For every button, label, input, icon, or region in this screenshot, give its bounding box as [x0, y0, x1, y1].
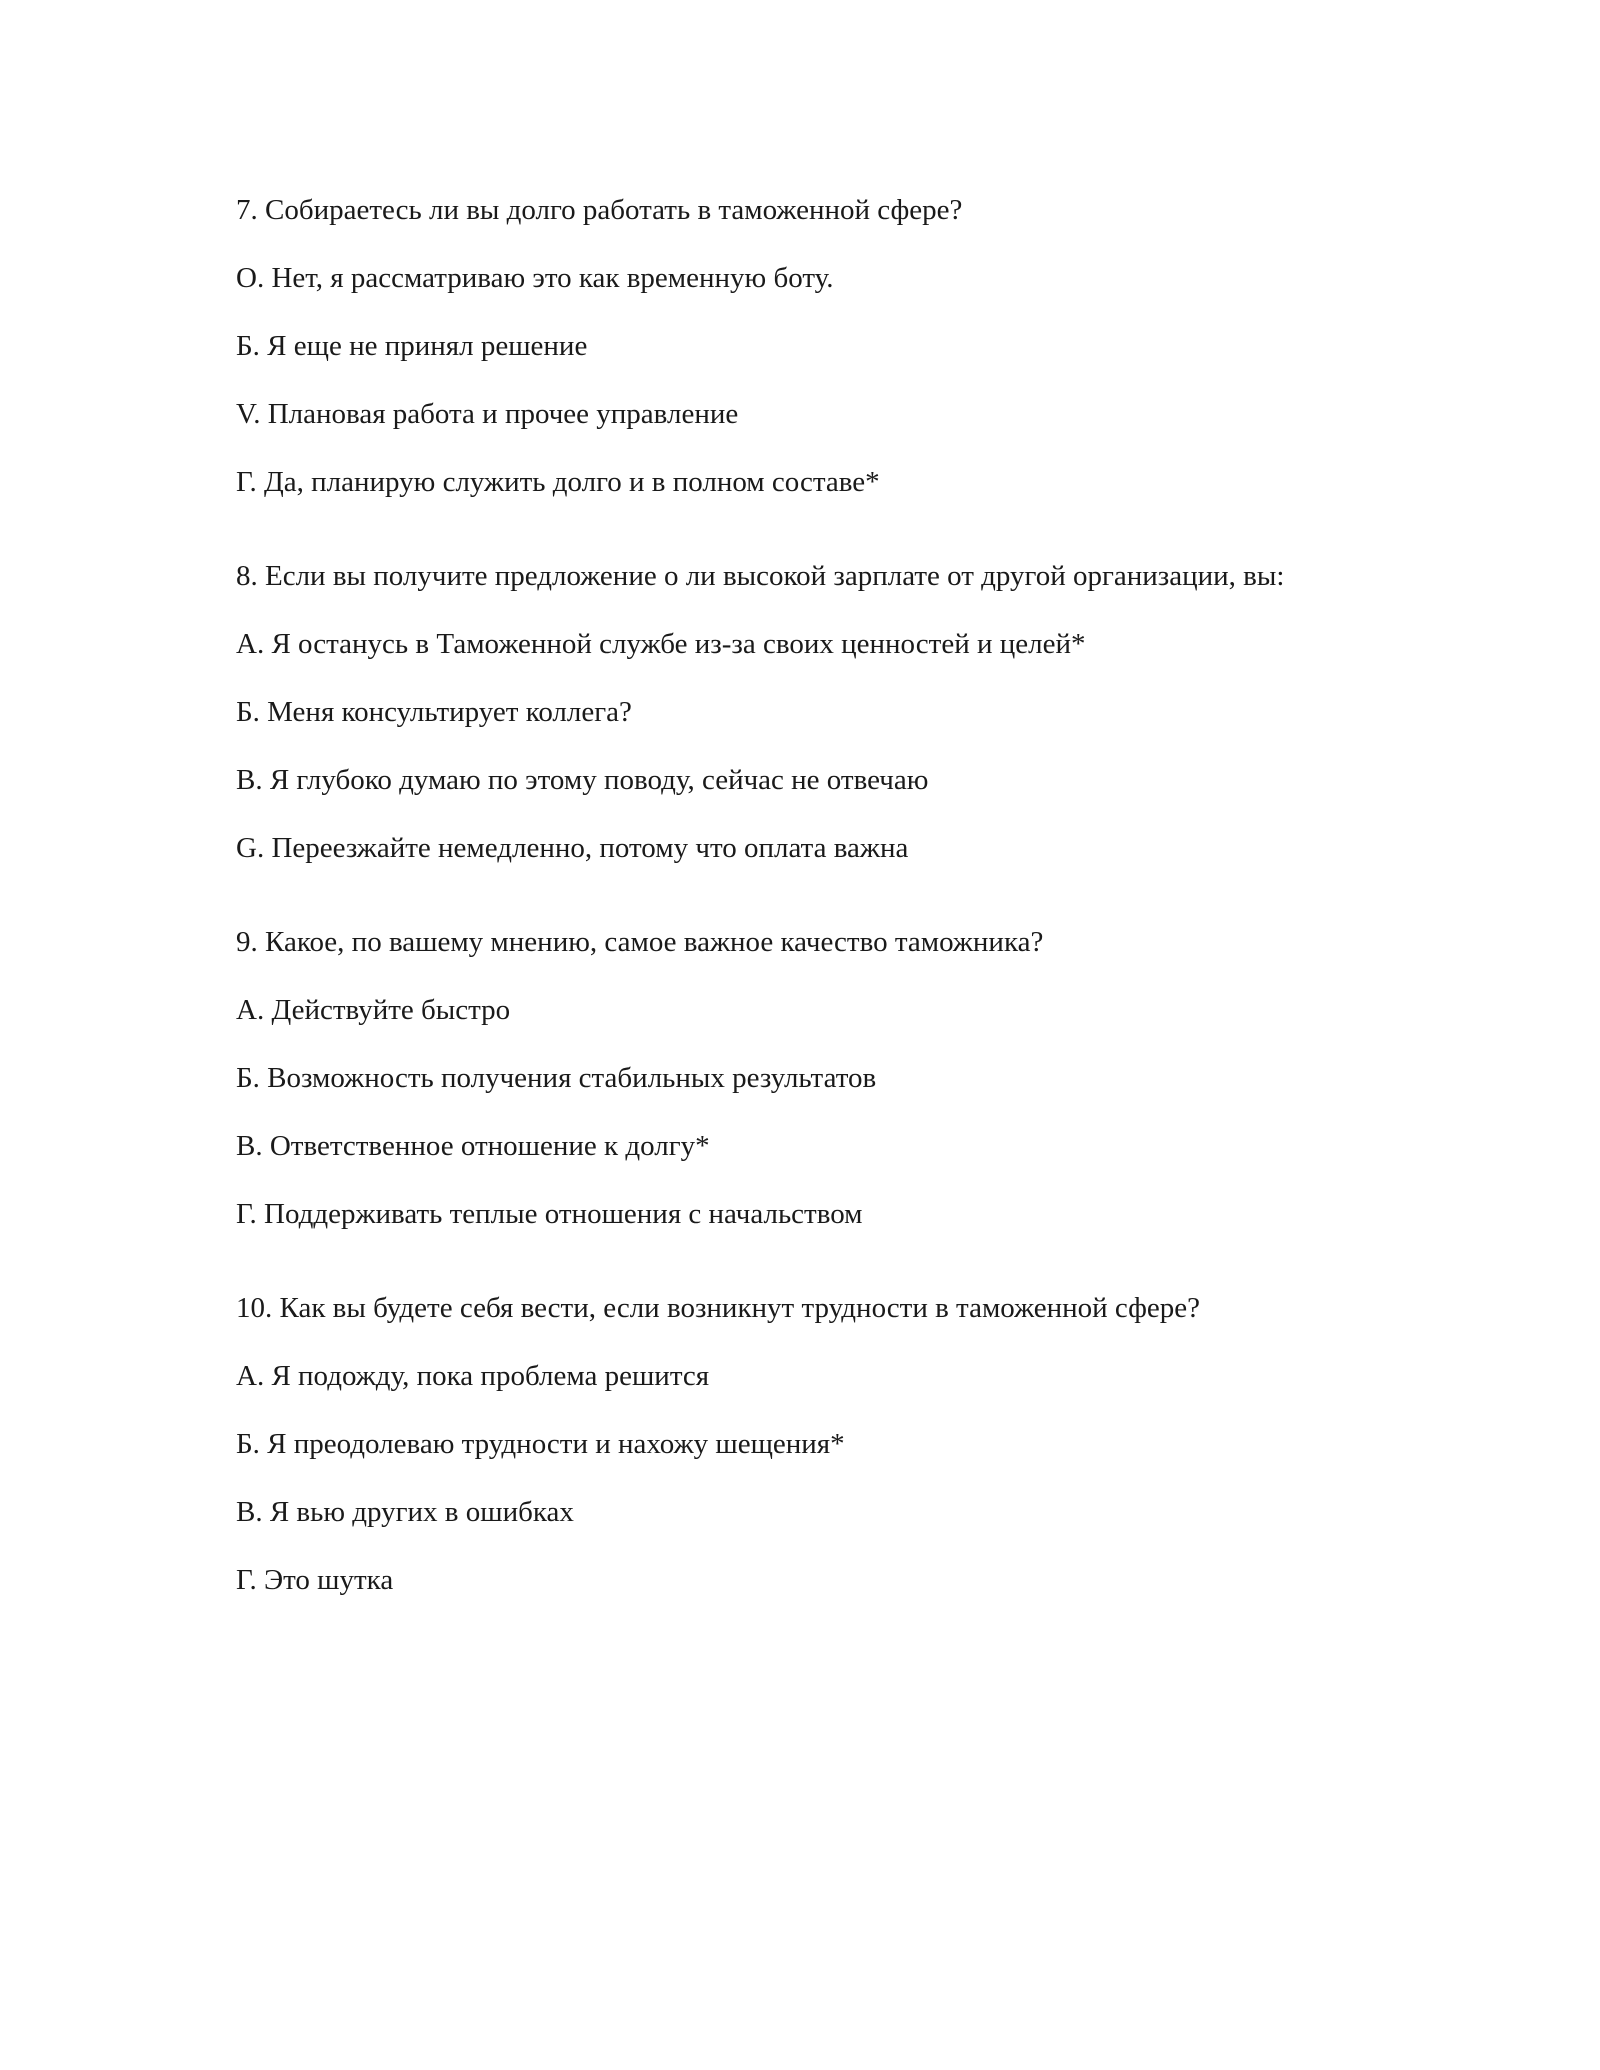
answer-option: В. Ответственное отношение к долгу* [236, 1130, 710, 1162]
answer-option: О. Нет, я рассматриваю это как временную боту. [236, 262, 834, 294]
answer-option: В. Я глубоко думаю по этому поводу, сейчас не отвечаю [236, 764, 929, 796]
question-9 [236, 922, 1366, 1234]
answer-option: Б. Возможность получения стабильных результатов [236, 1062, 877, 1094]
answer-option: Г. Да, планирую служить долго и в полном составе* [236, 466, 880, 498]
question-text: 8. Если вы получите предложение о ли высокой зарплате от другой организации, вы: [236, 560, 1285, 592]
answer-option: В. Я вью других в ошибках [236, 1496, 574, 1528]
answer-option: А. Действуйте быстро [236, 994, 511, 1026]
answer-option: G. Переезжайте немедленно, потому что оплата важна [236, 832, 909, 864]
answer-option: Б. Меня консультирует коллега? [236, 696, 632, 728]
question-10 [236, 1288, 1366, 1600]
answer-option: Б. Я еще не принял решение [236, 330, 588, 362]
question-text: 10. Как вы будете себя вести, если возникнут трудности в таможенной сфере? [236, 1292, 1201, 1324]
answer-option: А. Я останусь в Таможенной службе из-за своих ценностей и целей* [236, 628, 1086, 660]
answer-option: Б. Я преодолеваю трудности и нахожу шещения* [236, 1428, 845, 1460]
questionnaire [236, 180, 1366, 1654]
question-8 [236, 556, 1366, 868]
answer-option: Г. Поддерживать теплые отношения с начальством [236, 1198, 863, 1230]
question-7 [236, 190, 1366, 502]
answer-option: Г. Это шутка [236, 1564, 394, 1596]
answer-option: А. Я подожду, пока проблема решится [236, 1360, 710, 1392]
answer-option: V. Плановая работа и прочее управление [236, 398, 739, 430]
question-text: 7. Собираетесь ли вы долго работать в таможенной сфере? [236, 194, 963, 226]
question-text: 9. Какое, по вашему мнению, самое важное качество таможника? [236, 926, 1044, 958]
